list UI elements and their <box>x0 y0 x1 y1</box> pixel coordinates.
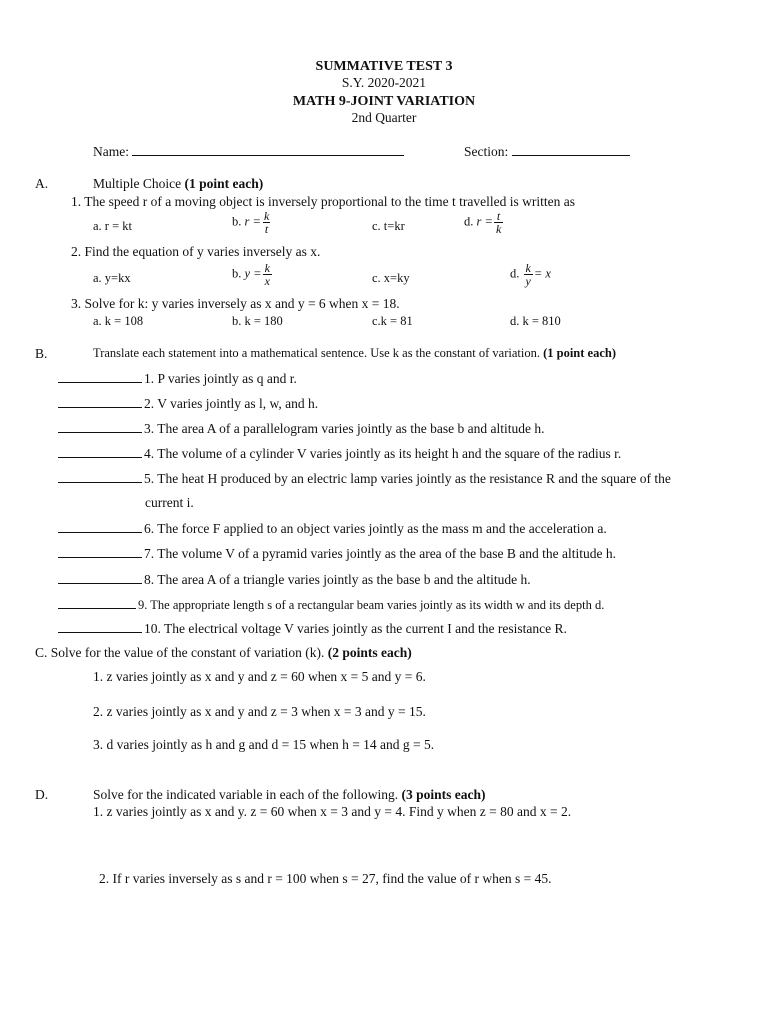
b-item-1[interactable]: 1. P varies jointly as q and r. <box>58 370 297 387</box>
a-q3-option-c[interactable]: c.k = 81 <box>372 314 413 328</box>
answer-blank[interactable] <box>58 520 142 533</box>
b-item-3[interactable]: 3. The area A of a parallelogram varies jointly as the base b and altitude h. <box>58 420 545 437</box>
a-q1-option-a[interactable]: a. r = kt <box>93 219 132 233</box>
section-b-points: (1 point each) <box>543 346 617 360</box>
b-item-6[interactable]: 6. The force F applied to an object varies jointly as the mass m and the acceleration a. <box>58 520 607 537</box>
section-d-instruction: Solve for the indicated variable in each of the following. <box>93 787 399 802</box>
b-item-4[interactable]: 4. The volume of a cylinder V varies jointly as its height h and the square of the radius r. <box>58 445 621 462</box>
answer-blank[interactable] <box>58 470 142 483</box>
a-q2-option-b[interactable]: b. y = $\frac{k}{x}$ <box>232 261 270 288</box>
section-c-instruction: C. Solve for the value of the constant of variation (k). <box>35 645 325 660</box>
section-b-letter: B. <box>35 346 48 361</box>
school-year: S.Y. 2020-2021 <box>341 75 427 90</box>
a-q3-option-b[interactable]: b. k = 180 <box>232 314 283 328</box>
a-q1-option-d[interactable]: d. r = $\frac{t}{k}$ <box>464 209 502 236</box>
section-a-letter: A. <box>35 176 49 191</box>
test-title: SUMMATIVE TEST 3 <box>315 59 453 74</box>
answer-blank[interactable] <box>58 596 136 609</box>
answer-blank[interactable] <box>58 571 142 584</box>
answer-blank[interactable] <box>58 545 142 558</box>
a-q2-option-c[interactable]: c. x=ky <box>372 271 410 285</box>
d-item-2: 2. If r varies inversely as s and r = 100 when s = 27, find the value of r when s = 45. <box>99 871 552 886</box>
section-c-points: (2 points each) <box>327 645 412 660</box>
section-b-instruction: Translate each statement into a mathematical sentence. Use k as the constant of variation. <box>93 346 540 360</box>
b-item-5-continued: current i. <box>145 495 194 510</box>
answer-blank[interactable] <box>58 370 142 383</box>
b-item-9[interactable]: 9. The appropriate length s of a rectangular beam varies jointly as its width w and its depth d. <box>58 596 604 613</box>
c-item-1: 1. z varies jointly as x and y and z = 60 when x = 5 and y = 6. <box>93 669 426 684</box>
name-line[interactable] <box>132 143 404 156</box>
section-a-points: (1 point each) <box>184 176 264 191</box>
a-q3-option-a[interactable]: a. k = 108 <box>93 314 144 328</box>
a-q2-text: 2. Find the equation of y varies inversely as x. <box>71 244 321 259</box>
section-field[interactable] <box>464 143 630 160</box>
section-a-title: Multiple Choice <box>93 176 182 191</box>
b-item-10[interactable]: 10. The electrical voltage V varies jointly as the current I and the resistance R. <box>58 620 567 637</box>
section-label: Section: <box>464 144 509 159</box>
section-a-heading <box>93 176 263 192</box>
answer-blank[interactable] <box>58 445 142 458</box>
fraction-t-over-k: $\frac{t}{k}$ <box>495 209 502 236</box>
section-d-points: (3 points each) <box>401 787 486 802</box>
fraction-k-over-x: $\frac{k}{x}$ <box>264 261 270 288</box>
c-item-3: 3. d varies jointly as h and g and d = 15 when h = 14 and g = 5. <box>93 737 435 752</box>
quarter: 2nd Quarter <box>351 110 417 125</box>
b-item-2[interactable]: 2. V varies jointly as l, w, and h. <box>58 395 318 412</box>
a-q2-option-d[interactable]: d. $\frac{k}{y}$ = x <box>510 261 551 288</box>
name-field[interactable] <box>93 143 404 160</box>
name-label: Name: <box>93 144 129 159</box>
subject-title: MATH 9-JOINT VARIATION <box>292 94 476 109</box>
fraction-k-over-y: $\frac{k}{y}$ <box>525 261 531 288</box>
a-q1-text: 1. The speed r of a moving object is inversely proportional to the time t travelled is written as <box>71 194 576 209</box>
section-b-heading <box>93 346 616 361</box>
section-line[interactable] <box>512 143 630 156</box>
b-item-8[interactable]: 8. The area A of a triangle varies jointly as the base b and the altitude h. <box>58 571 531 588</box>
c-item-2: 2. z varies jointly as x and y and z = 3 when x = 3 and y = 15. <box>93 704 426 719</box>
section-d-heading <box>93 787 486 803</box>
a-q1-option-c[interactable]: c. t=kr <box>372 219 405 233</box>
answer-blank[interactable] <box>58 395 142 408</box>
d-item-1: 1. z varies jointly as x and y. z = 60 when x = 3 and y = 4. Find y when z = 80 and x = 2. <box>93 804 572 819</box>
answer-blank[interactable] <box>58 420 142 433</box>
a-q3-text: 3. Solve for k: y varies inversely as x and y = 6 when x = 18. <box>71 296 400 311</box>
a-q2-option-a[interactable]: a. y=kx <box>93 271 131 285</box>
fraction-k-over-t: $\frac{k}{t}$ <box>263 209 270 236</box>
a-q1-option-b[interactable]: b. r = $\frac{k}{t}$ <box>232 209 270 236</box>
section-d-letter: D. <box>35 787 49 802</box>
b-item-5[interactable]: 5. The heat H produced by an electric lamp varies jointly as the resistance R and the square of the <box>58 470 671 487</box>
section-c-heading <box>35 645 412 661</box>
b-item-7[interactable]: 7. The volume V of a pyramid varies jointly as the area of the base B and the altitude h. <box>58 545 616 562</box>
a-q3-option-d[interactable]: d. k = 810 <box>510 314 561 328</box>
answer-blank[interactable] <box>58 620 142 633</box>
